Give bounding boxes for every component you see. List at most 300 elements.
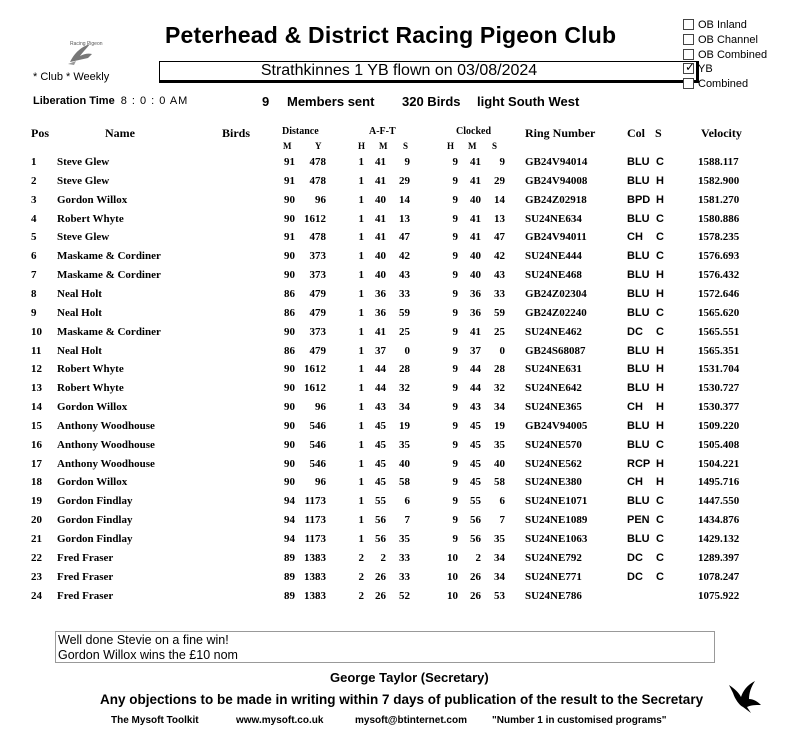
cell-clk-m: 41 <box>470 231 481 244</box>
cell-dist-y: 478 <box>309 156 326 168</box>
cell-sex: H <box>656 382 664 395</box>
cell-aft-m: 43 <box>375 401 386 414</box>
cell-colour: BLU <box>627 344 650 357</box>
cell-clk-s: 25 <box>494 325 505 338</box>
cell-dist-m: 86 <box>284 306 295 319</box>
cell-clk-h: 10 <box>447 589 458 602</box>
col-header-ring: Ring Number <box>525 126 596 140</box>
sub-header-s: S <box>492 141 498 151</box>
cell-clk-m: 41 <box>470 156 481 168</box>
cell-clk-h: 9 <box>452 174 458 187</box>
cell-dist-y: 479 <box>309 287 326 300</box>
cell-aft-m: 56 <box>375 533 386 545</box>
cell-dist-m: 90 <box>284 325 295 338</box>
cell-aft-s: 34 <box>399 401 410 414</box>
cell-name: Neal Holt <box>57 306 102 319</box>
club-weekly-label: * Club * Weekly <box>33 71 110 83</box>
cell-aft-m: 26 <box>375 570 386 583</box>
cell-aft-h: 1 <box>358 325 364 338</box>
cell-dist-m: 90 <box>284 457 295 470</box>
option-label: OB Channel <box>698 33 758 46</box>
cell-aft-s: 35 <box>399 533 410 545</box>
cell-ring-number: GB24V94008 <box>525 174 588 187</box>
check-mark-icon: ✓ <box>685 60 696 75</box>
cell-sex: C <box>656 570 664 583</box>
cell-sex: C <box>656 231 664 244</box>
cell-ring-number: SU24NE631 <box>525 363 582 376</box>
cell-clk-s: 42 <box>494 250 505 263</box>
footer-website[interactable]: www.mysoft.co.uk <box>236 715 324 726</box>
cell-aft-h: 1 <box>358 250 364 263</box>
cell-aft-m: 41 <box>375 156 386 168</box>
cell-ring-number: SU24NE570 <box>525 438 582 451</box>
col-header-s: S <box>655 126 662 140</box>
sub-header-m: M <box>379 141 388 151</box>
cell-velocity: 1078.247 <box>698 570 740 583</box>
cell-colour: PEN <box>627 514 650 527</box>
cell-sex: C <box>656 156 664 168</box>
cell-ring-number: GB24V94005 <box>525 419 588 432</box>
wind-condition: light South West <box>477 94 580 109</box>
cell-aft-h: 2 <box>358 570 364 583</box>
cell-aft-s: 33 <box>399 570 410 583</box>
cell-clk-m: 26 <box>470 570 481 583</box>
cell-name: Neal Holt <box>57 287 102 300</box>
cell-ring-number: SU24NE1071 <box>525 495 588 508</box>
cell-dist-y: 96 <box>315 476 326 489</box>
cell-aft-s: 6 <box>404 495 410 508</box>
cell-clk-m: 56 <box>470 533 481 545</box>
cell-sex: H <box>656 193 664 206</box>
cell-pos: 4 <box>31 212 37 225</box>
cell-aft-s: 42 <box>399 250 410 263</box>
cell-ring-number: GB24V94014 <box>525 156 588 168</box>
cell-aft-h: 1 <box>358 306 364 319</box>
cell-dist-y: 1173 <box>304 495 326 508</box>
cell-dist-m: 94 <box>284 533 295 545</box>
cell-aft-m: 45 <box>375 438 386 451</box>
cell-aft-s: 25 <box>399 325 410 338</box>
cell-velocity: 1588.117 <box>698 156 739 168</box>
cell-aft-h: 1 <box>358 382 364 395</box>
cell-pos: 23 <box>31 570 42 583</box>
cell-colour: BLU <box>627 156 650 168</box>
cell-pos: 24 <box>31 589 42 602</box>
cell-aft-h: 1 <box>358 363 364 376</box>
cell-colour: BLU <box>627 438 650 451</box>
checkbox[interactable] <box>683 78 694 89</box>
cell-dist-m: 91 <box>284 174 295 187</box>
cell-velocity: 1504.221 <box>698 457 740 470</box>
cell-pos: 7 <box>31 269 37 282</box>
cell-clk-m: 56 <box>470 514 481 527</box>
cell-dist-y: 1612 <box>304 363 326 376</box>
col-header-col: Col <box>627 126 645 140</box>
checkbox[interactable] <box>683 19 694 30</box>
cell-clk-m: 26 <box>470 589 481 602</box>
cell-ring-number: SU24NE1063 <box>525 533 588 545</box>
cell-clk-s: 13 <box>494 212 505 225</box>
footer-email[interactable]: mysoft@btinternet.com <box>355 715 467 726</box>
cell-pos: 20 <box>31 514 42 527</box>
cell-aft-m: 56 <box>375 514 386 527</box>
cell-aft-m: 36 <box>375 306 386 319</box>
footer-slogan: "Number 1 in customised programs" <box>492 715 667 726</box>
cell-dist-y: 1383 <box>304 570 326 583</box>
cell-dist-y: 546 <box>309 438 326 451</box>
cell-velocity: 1289.397 <box>698 551 740 564</box>
cell-aft-s: 52 <box>399 589 410 602</box>
cell-ring-number: SU24NE462 <box>525 325 582 338</box>
cell-clk-h: 9 <box>452 344 458 357</box>
cell-pos: 21 <box>31 533 42 545</box>
col-header-pos: Pos <box>31 126 49 140</box>
cell-velocity: 1447.550 <box>698 495 740 508</box>
comment-line: Gordon Willox wins the £10 nom <box>58 648 238 662</box>
cell-aft-s: 35 <box>399 438 410 451</box>
cell-velocity: 1582.900 <box>698 174 740 187</box>
cell-clk-s: 34 <box>494 570 505 583</box>
cell-aft-h: 1 <box>358 269 364 282</box>
cell-dist-y: 1173 <box>304 514 326 527</box>
cell-dist-m: 90 <box>284 382 295 395</box>
cell-pos: 18 <box>31 476 42 489</box>
cell-ring-number: SU24NE771 <box>525 570 582 583</box>
cell-aft-m: 44 <box>375 363 386 376</box>
cell-colour: BLU <box>627 174 650 187</box>
cell-aft-h: 1 <box>358 457 364 470</box>
cell-aft-h: 1 <box>358 401 364 414</box>
cell-aft-m: 44 <box>375 382 386 395</box>
cell-sex: C <box>656 438 664 451</box>
cell-aft-s: 29 <box>399 174 410 187</box>
cell-clk-h: 9 <box>452 533 458 545</box>
cell-clk-s: 19 <box>494 419 505 432</box>
cell-aft-s: 58 <box>399 476 410 489</box>
cell-dist-m: 94 <box>284 514 295 527</box>
cell-clk-h: 9 <box>452 514 458 527</box>
cell-aft-s: 43 <box>399 269 410 282</box>
cell-clk-s: 35 <box>494 438 505 451</box>
cell-clk-m: 41 <box>470 325 481 338</box>
cell-dist-m: 89 <box>284 570 295 583</box>
cell-dist-m: 90 <box>284 419 295 432</box>
cell-clk-m: 44 <box>470 382 481 395</box>
cell-clk-h: 9 <box>452 401 458 414</box>
cell-aft-s: 14 <box>399 193 410 206</box>
cell-ring-number: SU24NE786 <box>525 589 582 602</box>
option-label: OB Combined <box>698 48 768 61</box>
cell-colour: BLU <box>627 306 650 319</box>
sub-header-m: M <box>283 141 292 151</box>
cell-clk-m: 37 <box>470 344 481 357</box>
cell-aft-h: 1 <box>358 212 364 225</box>
cell-name: Neal Holt <box>57 344 102 357</box>
cell-name: Anthony Woodhouse <box>57 457 155 470</box>
cell-dist-m: 90 <box>284 401 295 414</box>
cell-sex: C <box>656 325 664 338</box>
cell-clk-s: 6 <box>499 495 505 508</box>
cell-dist-y: 96 <box>315 193 326 206</box>
cell-aft-s: 40 <box>399 457 410 470</box>
col-header-clocked: Clocked <box>456 126 491 137</box>
cell-pos: 2 <box>31 174 37 187</box>
cell-clk-m: 45 <box>470 476 481 489</box>
cell-clk-h: 9 <box>452 476 458 489</box>
cell-sex: C <box>656 250 664 263</box>
cell-velocity: 1075.922 <box>698 589 740 602</box>
cell-dist-y: 546 <box>309 457 326 470</box>
members-label: Members sent <box>287 94 375 109</box>
cell-name: Gordon Findlay <box>57 514 133 527</box>
secretary: George Taylor (Secretary) <box>330 670 489 685</box>
cell-velocity: 1576.432 <box>698 269 740 282</box>
cell-pos: 5 <box>31 231 37 244</box>
cell-dist-y: 1612 <box>304 212 326 225</box>
cell-aft-s: 59 <box>399 306 410 319</box>
cell-aft-h: 1 <box>358 438 364 451</box>
cell-aft-m: 36 <box>375 287 386 300</box>
cell-dist-m: 91 <box>284 231 295 244</box>
cell-sex: C <box>656 514 664 527</box>
cell-dist-m: 89 <box>284 589 295 602</box>
cell-aft-s: 9 <box>404 156 410 168</box>
cell-ring-number: GB24Z02304 <box>525 287 587 300</box>
cell-clk-m: 45 <box>470 457 481 470</box>
cell-clk-m: 41 <box>470 212 481 225</box>
cell-aft-m: 45 <box>375 476 386 489</box>
cell-pos: 16 <box>31 438 42 451</box>
cell-dist-y: 1173 <box>304 533 326 545</box>
cell-name: Fred Fraser <box>57 570 114 583</box>
cell-colour: BLU <box>627 363 650 376</box>
cell-aft-h: 2 <box>358 589 364 602</box>
cell-velocity: 1578.235 <box>698 231 740 244</box>
cell-sex: H <box>656 287 664 300</box>
cell-dist-m: 90 <box>284 363 295 376</box>
cell-ring-number: SU24NE634 <box>525 212 582 225</box>
cell-aft-m: 41 <box>375 212 386 225</box>
cell-aft-m: 40 <box>375 250 386 263</box>
cell-pos: 15 <box>31 419 42 432</box>
cell-clk-h: 9 <box>452 156 458 168</box>
cell-aft-h: 1 <box>358 231 364 244</box>
cell-clk-h: 9 <box>452 193 458 206</box>
cell-aft-s: 28 <box>399 363 410 376</box>
cell-dist-y: 96 <box>315 401 326 414</box>
cell-clk-m: 40 <box>470 269 481 282</box>
cell-colour: DC <box>627 570 643 583</box>
cell-ring-number: GB24Z02240 <box>525 306 587 319</box>
cell-aft-s: 13 <box>399 212 410 225</box>
members-count: 9 <box>262 94 270 109</box>
cell-sex: H <box>656 174 664 187</box>
cell-clk-h: 9 <box>452 250 458 263</box>
cell-aft-m: 40 <box>375 193 386 206</box>
cell-clk-s: 9 <box>499 156 505 168</box>
cell-aft-h: 1 <box>358 193 364 206</box>
option-label: Combined <box>698 78 749 91</box>
cell-aft-s: 7 <box>404 514 410 527</box>
cell-velocity: 1505.408 <box>698 438 740 451</box>
cell-sex: C <box>656 551 664 564</box>
cell-dist-y: 479 <box>309 306 326 319</box>
cell-colour: BLU <box>627 533 650 545</box>
cell-dist-y: 373 <box>309 269 326 282</box>
cell-colour: CH <box>627 401 643 414</box>
cell-colour: BLU <box>627 382 650 395</box>
cell-clk-m: 44 <box>470 363 481 376</box>
cell-name: Fred Fraser <box>57 551 114 564</box>
cell-pos: 3 <box>31 193 37 206</box>
cell-clk-h: 9 <box>452 269 458 282</box>
cell-colour: BPD <box>627 193 651 206</box>
checkbox-checked[interactable] <box>683 60 696 75</box>
cell-ring-number: SU24NE365 <box>525 401 582 414</box>
cell-dist-m: 90 <box>284 250 295 263</box>
cell-clk-m: 55 <box>470 495 481 508</box>
cell-name: Fred Fraser <box>57 589 114 602</box>
cell-clk-s: 32 <box>494 382 505 395</box>
cell-aft-h: 1 <box>358 156 364 168</box>
race-title: Strathkinnes 1 YB flown on 03/08/2024 <box>260 62 538 79</box>
cell-dist-y: 546 <box>309 419 326 432</box>
cell-clk-m: 40 <box>470 193 481 206</box>
cell-colour: CH <box>627 476 643 489</box>
cell-clk-h: 9 <box>452 306 458 319</box>
cell-pos: 13 <box>31 382 42 395</box>
cell-clk-m: 45 <box>470 438 481 451</box>
cell-clk-s: 29 <box>494 174 505 187</box>
cell-name: Gordon Willox <box>57 476 128 489</box>
cell-sex: H <box>656 457 664 470</box>
cell-clk-s: 59 <box>494 306 505 319</box>
cell-clk-h: 9 <box>452 231 458 244</box>
cell-clk-s: 0 <box>499 344 505 357</box>
cell-dist-m: 89 <box>284 551 295 564</box>
cell-aft-m: 41 <box>375 231 386 244</box>
cell-clk-h: 9 <box>452 419 458 432</box>
cell-sex: C <box>656 495 664 508</box>
cell-dist-y: 478 <box>309 231 326 244</box>
cell-pos: 9 <box>31 306 37 319</box>
cell-name: Maskame & Cordiner <box>57 269 161 282</box>
cell-aft-s: 33 <box>399 551 410 564</box>
cell-aft-h: 1 <box>358 287 364 300</box>
option-label: OB Inland <box>698 19 747 31</box>
cell-ring-number: SU24NE380 <box>525 476 582 489</box>
cell-dist-m: 90 <box>284 438 295 451</box>
cell-colour: BLU <box>627 269 650 282</box>
cell-pos: 14 <box>31 401 42 414</box>
cell-aft-h: 1 <box>358 419 364 432</box>
cell-colour: BLU <box>627 419 650 432</box>
logo-text: Racing Pigeon <box>70 41 103 47</box>
cell-velocity: 1509.220 <box>698 419 740 432</box>
cell-velocity: 1531.704 <box>698 363 740 376</box>
col-header-birds: Birds <box>222 126 251 140</box>
cell-aft-h: 1 <box>358 174 364 187</box>
cell-clk-m: 36 <box>470 287 481 300</box>
cell-clk-s: 34 <box>494 551 505 564</box>
cell-pos: 19 <box>31 495 42 508</box>
cell-colour: BLU <box>627 212 650 225</box>
cell-aft-m: 45 <box>375 419 386 432</box>
col-header-distance: Distance <box>282 126 319 137</box>
cell-name: Maskame & Cordiner <box>57 250 161 263</box>
cell-velocity: 1530.727 <box>698 382 740 395</box>
cell-pos: 10 <box>31 325 42 338</box>
col-header-name: Name <box>105 126 135 140</box>
cell-dist-y: 1612 <box>304 382 326 395</box>
cell-aft-s: 47 <box>399 231 410 244</box>
cell-clk-m: 2 <box>475 551 481 564</box>
cell-sex: H <box>656 419 664 432</box>
cell-clk-s: 43 <box>494 269 505 282</box>
cell-dist-y: 478 <box>309 174 326 187</box>
cell-clk-s: 53 <box>494 589 505 602</box>
cell-dist-m: 86 <box>284 344 295 357</box>
cell-aft-s: 33 <box>399 287 410 300</box>
cell-velocity: 1530.377 <box>698 401 740 414</box>
cell-name: Gordon Findlay <box>57 533 133 545</box>
cell-ring-number: GB24V94011 <box>525 231 587 244</box>
cell-velocity: 1429.132 <box>698 533 740 545</box>
cell-dist-m: 86 <box>284 287 295 300</box>
cell-pos: 1 <box>31 156 37 168</box>
cell-colour: BLU <box>627 495 650 508</box>
cell-colour: BLU <box>627 287 650 300</box>
cell-aft-m: 2 <box>380 551 386 564</box>
cell-name: Steve Glew <box>57 174 110 187</box>
cell-clk-m: 41 <box>470 174 481 187</box>
cell-clk-h: 10 <box>447 551 458 564</box>
checkbox[interactable] <box>683 34 694 45</box>
cell-clk-s: 47 <box>494 231 505 244</box>
cell-pos: 12 <box>31 363 42 376</box>
cell-clk-h: 9 <box>452 212 458 225</box>
sub-header-h: H <box>358 141 366 151</box>
cell-dist-y: 479 <box>309 344 326 357</box>
cell-dist-m: 90 <box>284 212 295 225</box>
cell-aft-h: 1 <box>358 476 364 489</box>
cell-pos: 6 <box>31 250 37 263</box>
checkbox[interactable] <box>683 49 694 60</box>
birds-count: 320 Birds <box>402 94 461 109</box>
cell-velocity: 1565.351 <box>698 344 740 357</box>
cell-aft-m: 26 <box>375 589 386 602</box>
cell-velocity: 1572.646 <box>698 287 740 300</box>
cell-sex: H <box>656 401 664 414</box>
cell-aft-h: 1 <box>358 514 364 527</box>
cell-aft-h: 1 <box>358 344 364 357</box>
cell-colour: DC <box>627 551 643 564</box>
cell-name: Gordon Willox <box>57 193 128 206</box>
cell-sex: H <box>656 344 664 357</box>
cell-clk-h: 9 <box>452 495 458 508</box>
cell-dist-y: 1383 <box>304 589 326 602</box>
cell-aft-h: 1 <box>358 533 364 545</box>
cell-clk-h: 9 <box>452 287 458 300</box>
cell-dist-y: 1383 <box>304 551 326 564</box>
cell-ring-number: SU24NE792 <box>525 551 582 564</box>
cell-name: Anthony Woodhouse <box>57 438 155 451</box>
cell-name: Gordon Findlay <box>57 495 133 508</box>
cell-clk-s: 28 <box>494 363 505 376</box>
cell-velocity: 1576.693 <box>698 250 740 263</box>
cell-ring-number: SU24NE468 <box>525 269 582 282</box>
cell-aft-m: 40 <box>375 269 386 282</box>
